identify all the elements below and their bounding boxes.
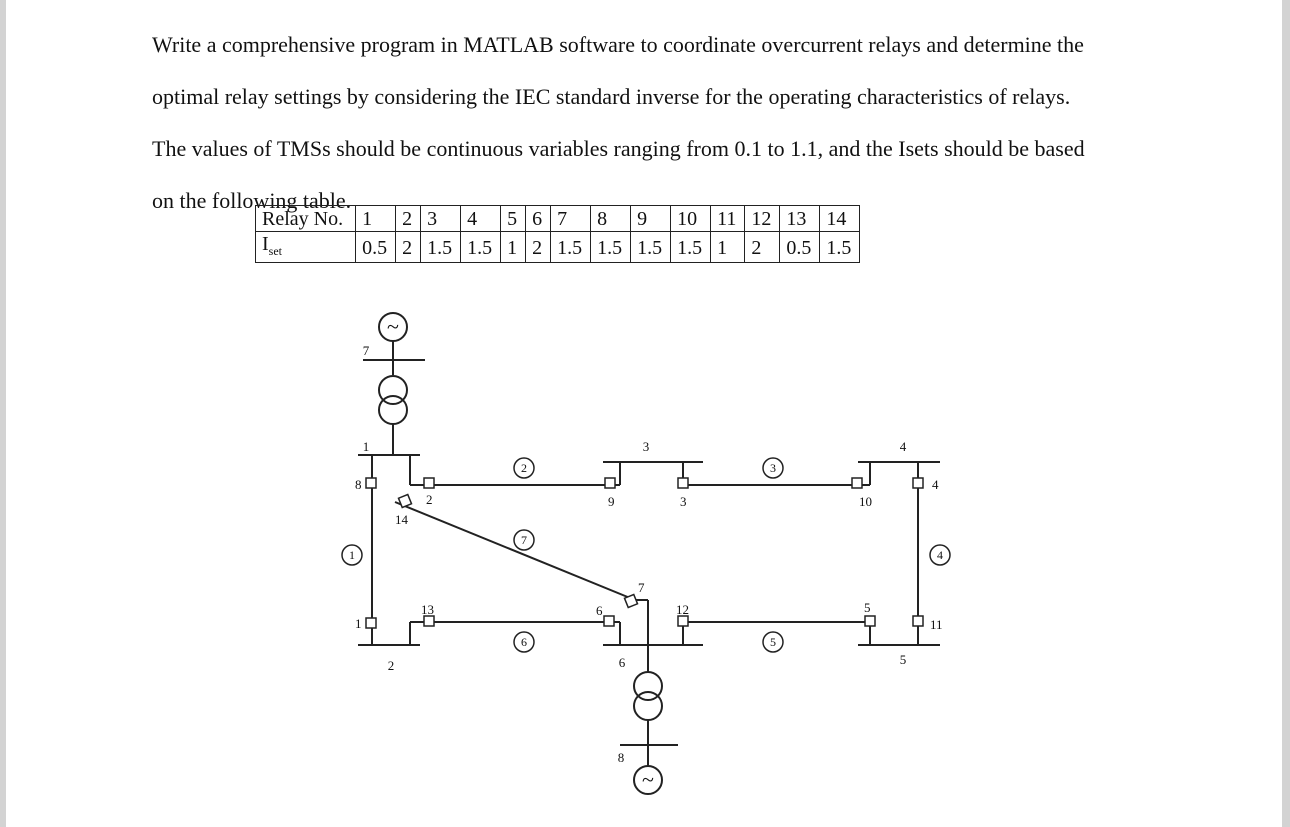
relay-label-5: 5 bbox=[864, 600, 871, 615]
relay-number-cell: 2 bbox=[396, 206, 421, 232]
relay-number-cell: 10 bbox=[671, 206, 711, 232]
bus-label-1: 1 bbox=[362, 439, 370, 454]
question-line: Write a comprehensive program in MATLAB software to coordinate overcurrent relays and determine the bbox=[152, 32, 1084, 57]
relay-label-4: 4 bbox=[932, 477, 939, 492]
relay-label-2: 2 bbox=[426, 492, 433, 507]
line-number-5: 5 bbox=[770, 635, 776, 649]
line-number-2: 2 bbox=[521, 461, 527, 475]
line-number-group bbox=[349, 461, 943, 649]
iset-cell: 1 bbox=[711, 232, 745, 263]
transformer-bottom-lower bbox=[634, 692, 662, 720]
relay-label-14: 14 bbox=[395, 512, 408, 527]
iset-cell: 1.5 bbox=[820, 232, 860, 263]
bus-label-6: 6 bbox=[618, 655, 626, 670]
iset-cell: 0.5 bbox=[356, 232, 396, 263]
relay-5-box bbox=[865, 616, 875, 626]
line-number-4: 4 bbox=[937, 548, 943, 562]
relay-8-box bbox=[366, 478, 376, 488]
relay-label-13: 13 bbox=[421, 602, 434, 617]
iset-cell: 1.5 bbox=[421, 232, 461, 263]
relay-label-12: 12 bbox=[676, 602, 689, 617]
bus-label-2: 2 bbox=[387, 658, 395, 673]
relay-4-box bbox=[913, 478, 923, 488]
line-number-7: 7 bbox=[521, 533, 527, 547]
relay-2-box bbox=[424, 478, 434, 488]
relay-6-box bbox=[604, 616, 614, 626]
iset-cell: 1.5 bbox=[461, 232, 501, 263]
iset-cell: 0.5 bbox=[780, 232, 820, 263]
relay-number-cell: 12 bbox=[745, 206, 780, 232]
relay-number-cell: 8 bbox=[591, 206, 631, 232]
bus-label-8: 8 bbox=[617, 750, 625, 765]
line-7 bbox=[395, 502, 635, 600]
relay-label-3: 3 bbox=[680, 494, 687, 509]
relay-13-box bbox=[424, 616, 434, 626]
relay-number-cell: 4 bbox=[461, 206, 501, 232]
question-line: The values of TMSs should be continuous variables ranging from 0.1 to 1.1, and the Isets should be based bbox=[152, 136, 1085, 161]
iset-cell: 2 bbox=[396, 232, 421, 263]
relay-label-6: 6 bbox=[596, 603, 603, 618]
transformer-top-lower bbox=[379, 396, 407, 424]
bus-label-4: 4 bbox=[899, 439, 907, 454]
relay-12-box bbox=[678, 616, 688, 626]
relay-number-cell: 14 bbox=[820, 206, 860, 232]
iset-cell: 1.5 bbox=[631, 232, 671, 263]
bus-label-7: 7 bbox=[362, 343, 370, 358]
iset-cell: 2 bbox=[745, 232, 780, 263]
relay-3-box bbox=[678, 478, 688, 488]
relay-number-cell: 3 bbox=[421, 206, 461, 232]
relay-no-header: Relay No. bbox=[256, 206, 356, 232]
relay-number-cell: 6 bbox=[526, 206, 551, 232]
bus-label-3: 3 bbox=[642, 439, 650, 454]
iset-label: I bbox=[262, 233, 269, 255]
iset-cell: 1 bbox=[501, 232, 526, 263]
relay-label-7: 7 bbox=[638, 580, 645, 595]
generator-symbol-bottom: ~ bbox=[642, 767, 654, 792]
iset-cell: 1.5 bbox=[551, 232, 591, 263]
relay-number-cell: 7 bbox=[551, 206, 591, 232]
iset-cell: 2 bbox=[526, 232, 551, 263]
relay-number-cell: 11 bbox=[711, 206, 745, 232]
relay-label-11: 11 bbox=[930, 617, 943, 632]
network-lines bbox=[358, 313, 940, 794]
relay-11-box bbox=[913, 616, 923, 626]
relay-number-cell: 13 bbox=[780, 206, 820, 232]
relay-label-1: 1 bbox=[355, 616, 362, 631]
relay-9-box bbox=[605, 478, 615, 488]
line-number-6: 6 bbox=[521, 635, 527, 649]
relays bbox=[366, 478, 923, 628]
bus-label-5: 5 bbox=[899, 652, 907, 667]
question-line: optimal relay settings by considering the IEC standard inverse for the operating characteristics of relays. bbox=[152, 84, 1071, 109]
iset-label-subscript: set bbox=[268, 244, 283, 258]
relay-1-box bbox=[366, 618, 376, 628]
relay-number-cell: 1 bbox=[356, 206, 396, 232]
relay-label-10: 10 bbox=[859, 494, 872, 509]
relay-10-box bbox=[852, 478, 862, 488]
relay-number-cell: 9 bbox=[631, 206, 671, 232]
question-line: on the following table. bbox=[152, 188, 352, 213]
line-number-3: 3 bbox=[770, 461, 776, 475]
relay-label-8: 8 bbox=[355, 477, 362, 492]
relay-number-cell: 5 bbox=[501, 206, 526, 232]
iset-cell: 1.5 bbox=[591, 232, 631, 263]
iset-cell: 1.5 bbox=[671, 232, 711, 263]
line-number-1: 1 bbox=[349, 548, 355, 562]
relay-14-box bbox=[398, 494, 411, 507]
generator-symbol-top: ~ bbox=[387, 314, 399, 339]
relay-label-9: 9 bbox=[608, 494, 615, 509]
